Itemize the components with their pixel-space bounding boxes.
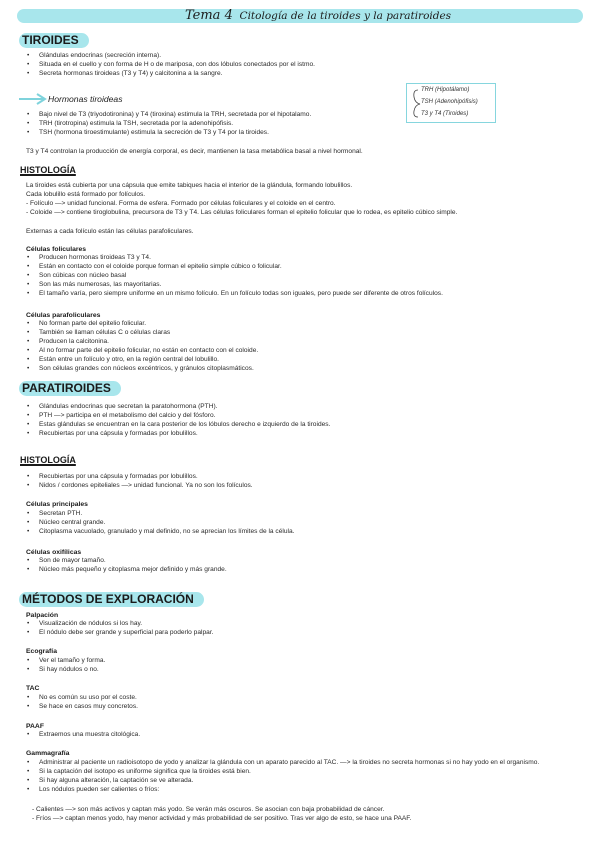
header-title [185,9,451,23]
foliculares-title: Células foliculares [26,246,87,253]
oxifilicas-title: Células oxifílicas [26,549,82,556]
list-item: • Son cúbicas con núcleo basal [26,272,443,281]
list-item: • El nódulo debe ser grande y superficial para poderlo palpar. [26,629,213,638]
ecografia-title: Ecografía [26,648,57,655]
list-item: • Glándulas endocrinas (secreción interna). [26,52,315,61]
list-item: • Producen la calcitonina. [26,338,258,347]
principales-title: Células principales [26,501,88,508]
list-item: • Son las más numerosas, las mayoritarias. [26,281,443,290]
list-item: • Si hay nódulos o no. [26,666,105,675]
list-item: • No forman parte del epitelio folicular. [26,320,258,329]
gammagrafia-dash-list [32,806,411,824]
list-item: • Estas glándulas se encuentran en la cara posterior de los lóbulos derecho e izquierdo de la tiroides. [26,421,330,430]
hormonas-note: T3 y T4 controlan la producción de energía corporal, es decir, mantienen la tasa metabólica basal a nivel hormonal. [26,148,363,155]
hormonas-title: Hormonas tiroideas [48,94,123,104]
list-item: • Nidos / cordones epiteliales —> unidad funcional. Ya no son los folículos. [26,482,253,491]
list-item: • Al no formar parte del epitelio folicular, no están en contacto con el coloide. [26,347,258,356]
note-line: TRH (Hipotálamo) [421,87,470,93]
section-title-histologia-1: HISTOLOGÍA [20,165,76,175]
list-item: • Si la captación del isotopo es uniforme significa que la tiroides está bien. [26,768,567,777]
histologia-intro: La tiroides está cubierta por una cápsula que emite tabiques hacia el interior de la glándula, formando lobulillos. [26,182,353,189]
list-item: • Citoplasma vacuolado, granulado y mal definido, no se aprecian los límites de la célula. [26,528,294,537]
list-item: - Folículo —> unidad funcional. Forma de esfera. Formado por células foliculares y el coloide en el centro. [26,200,336,207]
palpacion-list [26,620,213,638]
list-item: • Se hace en casos muy concretos. [26,703,138,712]
list-item: - Fríos —> captan menos yodo, hay menor actividad y más probabilidad de ser positivo. Tras ver algo de esto, se hace una PAAF. [32,814,412,822]
gammagrafia-title: Gammagrafía [26,750,70,757]
list-item: • Bajo nivel de T3 (triyodotironina) y T4 (tiroxina) estimula la TRH, secretada por el hipotalamo. [26,111,311,120]
foliculares-list [26,254,443,299]
hormonas-list [26,111,311,138]
list-item: • Visualización de nódulos si los hay. [26,620,213,629]
handwritten-note [406,83,496,123]
ecografia-list [26,657,105,675]
section-title-histologia-2: HISTOLOGÍA [20,455,76,465]
list-item: • Secretan PTH. [26,510,294,519]
list-item: • Son células grandes con núcleos excéntricos, y gránulos citoplasmáticos. [26,365,258,374]
list-item: • No es común su uso por el coste. [26,694,138,703]
histologia2-list [26,473,253,491]
list-item: • Si hay alguna alteración, la captación se ve alterada. [26,777,567,786]
list-item: • Están entre un folículo y otro, en la región central del lobulillo. [26,356,258,365]
list-item: • Glándulas endocrinas que secretan la paratohormona (PTH). [26,403,330,412]
list-item: • Recubiertas por una cápsula y formadas por lobulillos. [26,473,253,482]
oxifilicas-list [26,557,227,575]
list-item: • TSH (hormona tiroestimulante) estimula la secreción de T3 y T4 por la tiroides. [26,129,311,138]
list-item: • TRH (tirotropina) estimula la TSH, secretada por la adenohipófisis. [26,120,311,129]
list-item: • También se llaman células C o células claras [26,329,258,338]
section-title-metodos: MÉTODOS DE EXPLORACIÓN [19,592,204,607]
list-item: • PTH —> participa en el metabolismo del calcio y del fósforo. [26,412,330,421]
externas-note: Externas a cada folículo están las células parafoliculares. [26,228,194,235]
tac-title: TAC [26,685,40,692]
list-item: • Los nódulos pueden ser calientes o fríos: [26,786,567,795]
list-item: • Están en contacto con el coloide porque forman el epitelio simple cúbico o folicular. [26,263,443,272]
histologia-dash-list [26,200,457,218]
header-subtitle: Citología de la tiroides y la paratiroides [239,10,452,22]
list-item: - Coloide —> contiene tiroglobulina, precursora de T3 y T4. Las células foliculares forman el epitelio folicular que lo rodea, es epitelio cúbico simple. [26,208,458,216]
list-item: • Núcleo más pequeño y citoplasma mejor definido y más grande. [26,566,227,575]
tiroides-list [26,52,315,79]
principales-list [26,510,294,537]
histologia-intro: Cada lobulillo está formado por folículos. [26,191,146,198]
paratiroides-list [26,403,330,439]
list-item: • Secreta hormonas tiroideas (T3 y T4) y calcitonina a la sangre. [26,70,315,79]
list-item: • Son de mayor tamaño. [26,557,227,566]
parafoliculares-list [26,320,258,373]
list-item: - Calientes —> son más activos y captan más yodo. Se verán más oscuros. Se asocian con baja probabilidad de cáncer. [32,806,385,813]
list-item: • Recubiertas por una cápsula y formadas por lobulillos. [26,430,330,439]
section-title-tiroides: TIROIDES [19,33,89,48]
list-item: • Núcleo central grande. [26,519,294,528]
section-title-paratiroides: PARATIROIDES [19,381,121,396]
parafoliculares-title: Células parafoliculares [26,312,101,319]
gammagrafia-list [26,759,567,795]
list-item: • Producen hormonas tiroideas T3 y T4. [26,254,443,263]
list-item: • Situada en el cuello y con forma de H o de mariposa, con dos lóbulos conectados por el istmo. [26,61,315,70]
header-bar [17,9,583,23]
palpacion-title: Palpación [26,612,59,619]
paaf-title: PAAF [26,723,44,730]
tac-list [26,694,138,712]
note-line: TSH (Adenohipófisis) [421,99,478,105]
list-item: • Extraemos una muestra citológica. [26,731,140,740]
paaf-list [26,731,140,740]
tema-label: Tema 4 [185,8,233,23]
arrow-right-icon [18,93,48,105]
list-item: • Ver el tamaño y forma. [26,657,105,666]
note-line: T3 y T4 (Tiroides) [421,111,469,117]
list-item: • El tamaño varía, pero siempre uniforme en un mismo folículo. En un folículo todas son iguales, pero puede ser diferente de otros folículos. [26,290,443,299]
list-item: • Administrar al paciente un radioisotopo de yodo y analizar la glándula con un aparato parecido al TAC. —> la tiroides no secreta hormonas si no hay yodo en el organismo. [26,759,567,768]
